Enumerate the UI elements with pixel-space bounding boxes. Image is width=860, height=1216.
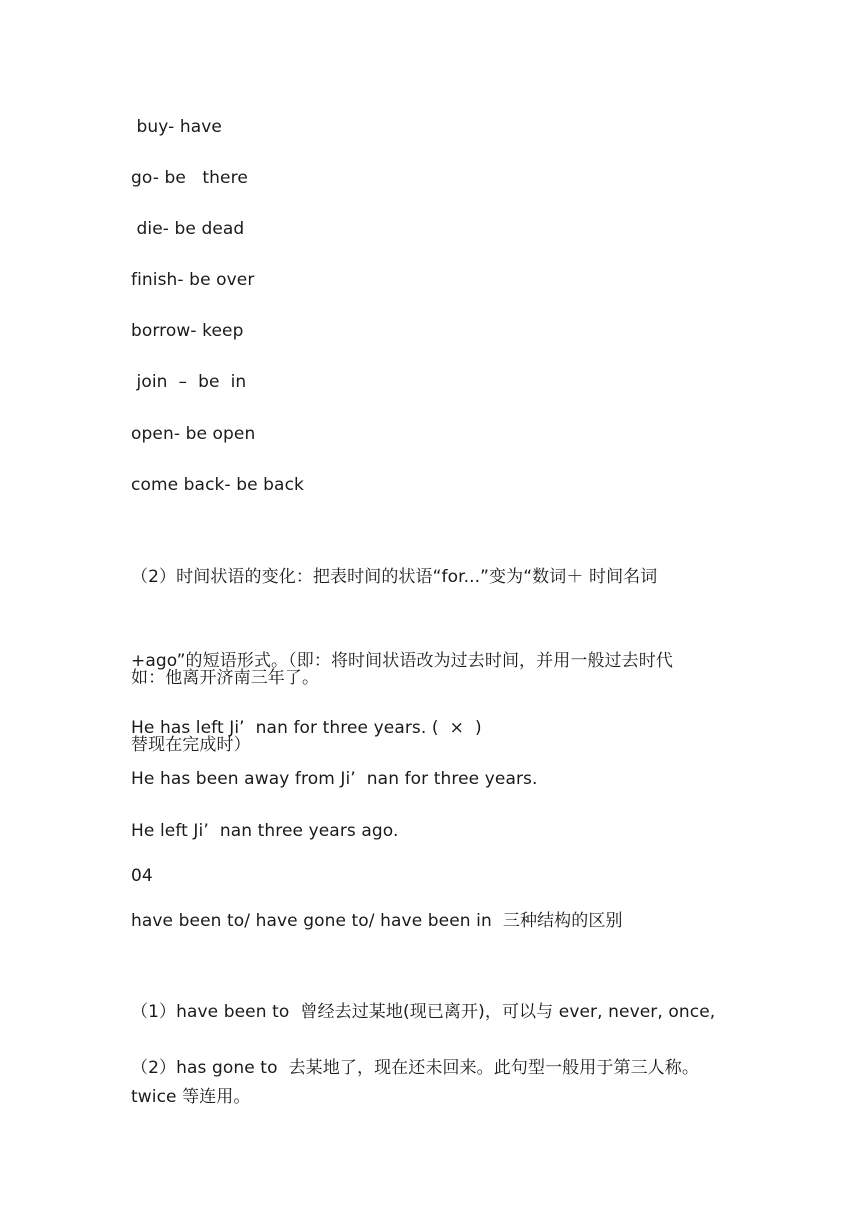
text-line-finish-be-over: finish- be over (131, 270, 255, 290)
paragraph-line: +ago”的短语形式。（即：将时间状语改为过去时间，并用一般过去时代 (131, 651, 673, 671)
example-sentence-correct-1: He has been away from Ji’ nan for three years. (131, 769, 538, 789)
paragraph-time-adverbial (131, 526, 731, 796)
text-line-buy-have: buy- have (131, 117, 222, 137)
paragraph-line: twice 等连用。 (131, 1087, 251, 1107)
example-sentence-wrong: He has left Ji’ nan for three years. ( × ) (131, 718, 482, 738)
example-sentence-correct-2: He left Ji’ nan three years ago. (131, 821, 399, 841)
text-line-go-be-there: go- be there (131, 168, 248, 188)
paragraph-line: （1）have been to 曾经去过某地(现已离开)，可以与 ever, never, once, (131, 1002, 716, 1022)
section-title: have been to/ have gone to/ have been in 三种结构的区别 (131, 911, 623, 931)
text-line-come-back-be-back: come back- be back (131, 475, 304, 495)
section-number: 04 (131, 866, 153, 886)
paragraph-line: （2）时间状语的变化：把表时间的状语“for...”变为“数词＋ 时间名词 (131, 567, 658, 587)
text-line-borrow-keep: borrow- keep (131, 321, 244, 341)
text-line-open-be-open: open- be open (131, 424, 256, 444)
paragraph-have-been-to (131, 961, 731, 1148)
paragraph-has-gone-to: （2）has gone to 去某地了，现在还未回来。此句型一般用于第三人称。 (131, 1058, 699, 1078)
text-line-join-be-in: join – be in (131, 372, 247, 392)
text-line-die-be-dead: die- be dead (131, 219, 245, 239)
example-intro: 如：他离开济南三年了。 (131, 668, 320, 688)
paragraph-line: 替现在完成时） (131, 735, 251, 755)
